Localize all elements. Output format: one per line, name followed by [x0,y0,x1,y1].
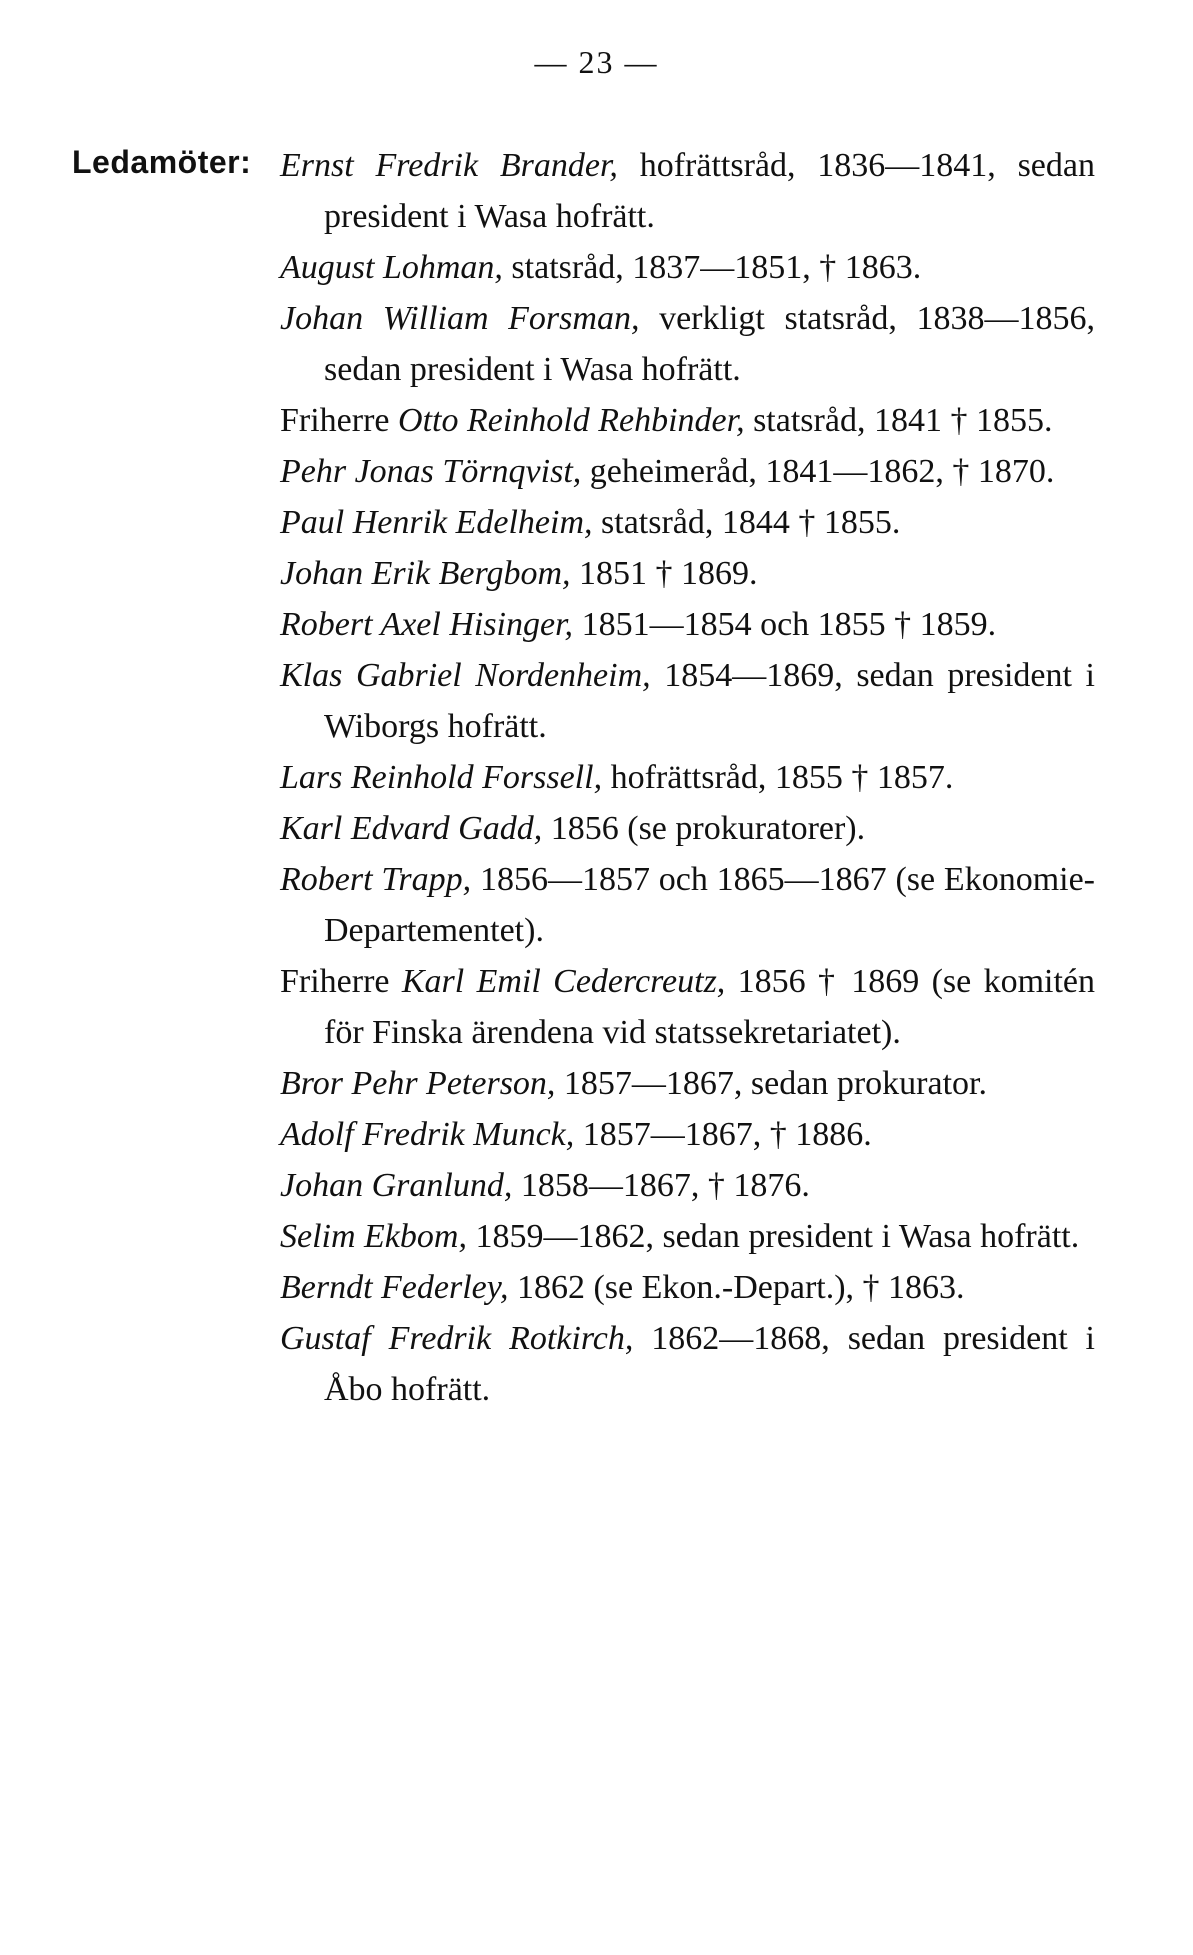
member-list [280,140,1095,1415]
member-details: statsråd, 1844 † 1855. [601,504,901,541]
member-name: Gustaf Fredrik Rotkirch, [280,1320,634,1357]
member-details: 1857—1867, sedan prokurator. [563,1065,987,1102]
member-entry [280,1109,1095,1160]
member-name: Robert Trapp, [280,861,472,898]
member-name: Bror Pehr Peterson, [280,1065,556,1102]
member-details: 1862—1868, sedan president i Åbo hofrätt. [324,1320,1095,1408]
member-name: Otto Reinhold Rehbinder, [398,402,745,439]
member-entry [280,293,1095,395]
member-entry [280,1211,1095,1262]
member-details: 1859—1862, sedan president i Wasa hofrätt. [475,1218,1080,1255]
member-details: 1858—1867, † 1876. [520,1167,810,1204]
member-entry [280,140,1095,242]
member-entry [280,854,1095,956]
member-details: 1856 (se prokuratorer). [550,810,866,847]
member-entry [280,752,1095,803]
member-name: Karl Emil Cedercreutz, [401,963,726,1000]
member-entry [280,956,1095,1058]
member-details: hofrättsråd, 1836—1841, sedan president i Wasa hofrätt. [324,147,1095,235]
member-details: 1851—1854 och 1855 † 1859. [581,606,997,643]
member-details: 1857—1867, † 1886. [582,1116,872,1153]
member-entry [280,1160,1095,1211]
member-details: statsråd, 1837—1851, † 1863. [511,249,922,286]
member-title: Friherre [280,402,390,439]
member-entry [280,242,1095,293]
member-details: 1856—1857 och 1865—1867 (se Ekonomie-Departementet). [324,861,1095,949]
member-name: Selim Ekbom, [280,1218,467,1255]
member-name: Johan Erik Bergbom, [280,555,571,592]
member-entry [280,548,1095,599]
member-entry [280,1262,1095,1313]
member-name: Ernst Fredrik Brander, [280,147,618,184]
member-entry [280,803,1095,854]
member-details: geheimeråd, 1841—1862, † 1870. [589,453,1055,490]
member-details: statsråd, 1841 † 1855. [753,402,1053,439]
member-name: Karl Edvard Gadd, [280,810,543,847]
member-details: 1854—1869, sedan president i Wiborgs hofrätt. [324,657,1095,745]
member-name: Johan William Forsman, [280,300,640,337]
member-details: 1851 † 1869. [579,555,758,592]
member-details: 1856 † 1869 (se komitén för Finska ärendena vid statssekretariatet). [324,963,1096,1051]
section-label: Ledamöter: [72,144,252,180]
member-name: Johan Granlund, [280,1167,513,1204]
member-name: Pehr Jonas Törnqvist, [280,453,582,490]
member-name: Lars Reinhold Forssell, [280,759,603,796]
member-name: Adolf Fredrik Munck, [280,1116,575,1153]
member-details: 1862 (se Ekon.-Depart.), † 1863. [516,1269,965,1306]
member-name: Paul Henrik Edelheim, [280,504,593,541]
member-name: August Lohman, [280,249,503,286]
member-entry [280,395,1095,446]
member-details: verkligt statsråd, 1838—1856, sedan president i Wasa hofrätt. [324,300,1095,388]
member-entry [280,650,1095,752]
member-entry [280,1058,1095,1109]
member-entry [280,1313,1095,1415]
member-entry [280,497,1095,548]
page-number: — 23 — [534,44,659,80]
member-title: Friherre [280,963,390,1000]
member-name: Klas Gabriel Nordenheim, [280,657,651,694]
member-name: Berndt Federley, [280,1269,509,1306]
member-details: hofrättsråd, 1855 † 1857. [610,759,954,796]
member-entry [280,446,1095,497]
member-entry [280,599,1095,650]
member-name: Robert Axel Hisinger, [280,606,574,643]
